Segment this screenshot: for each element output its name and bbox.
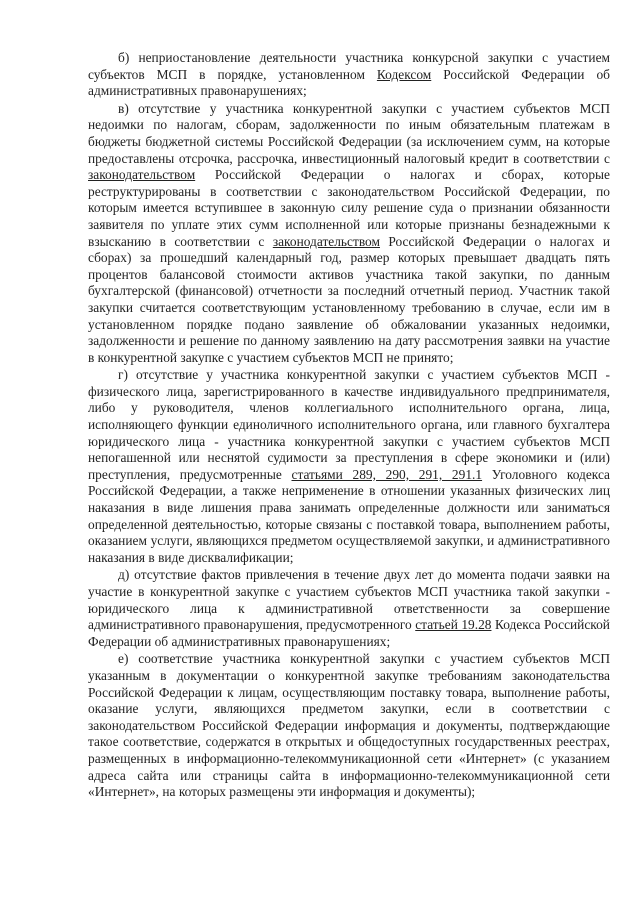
paragraph-text: Российской Федерации об административных правонарушениях; xyxy=(88,66,610,99)
kodeks-link[interactable]: Кодексом xyxy=(376,66,432,82)
paragraph-text: Кодекса Российской Федерации об административных правонарушениях; xyxy=(88,617,610,649)
paragraph-text: е) соответствие участника конкурентной закупки с участием субъектов МСП указанным в документации о конкурентной закупке требованиям законодательства Российской Федерации к лицам, осуществляющим поставку товара, выполнение работы, оказание услуги, являющихся предметом закупки, если в соответствии с законодательством Российской Федерации информация и документы, подтверждающие такое соответствие, содержатся в открытых и общедоступных государственных реестрах, размещенных в информационно-телекоммуникационной сети «Интернет» (с указанием адреса сайта или страницы сайта в информационно-телекоммуникационной сети «Интернет», на которых размещены эти информация и документы); xyxy=(88,651,610,800)
document-page xyxy=(88,50,610,801)
paragraph-text: Российской Федерации о налогах и сборах) за прошедший календарный год, размер которых превышает двадцать пять процентов балансовой стоимости активов участника такой закупки, по данным бухгалтерской (финансовой) отчетности за последний отчетный период. Участник такой закупки считается соответствующим установленному требованию в случае, если им в установленном порядке подано заявление об обжаловании указанных недоимки, задолженности и решение по данному заявлению на дату рассмотрения заявки на участие в конкурентной закупке с участием субъектов МСП не принято; xyxy=(88,233,610,365)
article-19-28-link[interactable]: статьей 19.28 xyxy=(415,617,492,633)
articles-link[interactable]: статьями 289, 290, 291, 291.1 xyxy=(291,466,483,482)
paragraph-b xyxy=(88,50,610,100)
legislation-link-2[interactable]: законодательством xyxy=(272,233,380,249)
paragraph-e xyxy=(88,651,610,800)
paragraph-text: в) отсутствие у участника конкурентной закупки с участием субъектов МСП недоимки по налогам, сборам, задолженности по иным обязательным платежам в бюджеты бюджетной системы Российской Федерации (за исключением сумм, на которые предоставлены отсрочка, рассрочка, инвестиционный налоговый кредит в соответствии с xyxy=(88,100,610,166)
paragraph-text: Уголовного кодекса Российской Федерации, а также неприменение в отношении указанных физических лиц наказания в виде лишения права занимать определенные должности или заниматься определенной деятельностью, которые связаны с поставкой товара, выполнением работы, оказанием услуги, являющихся предметом осуществляемой закупки, и административного наказания в виде дисквалификации; xyxy=(88,466,610,565)
paragraph-text: д) отсутствие фактов привлечения в течение двух лет до момента подачи заявки на участие в конкурентной закупке с участием субъектов МСП участника такой закупки - юридического лица к административной ответственности за совершение административного правонарушения, предусмотренного xyxy=(88,567,610,633)
paragraph-g xyxy=(88,367,610,566)
paragraph-d xyxy=(88,567,610,650)
legislation-link[interactable]: законодательством xyxy=(88,167,196,183)
paragraph-text: г) отсутствие у участника конкурентной закупки с участием субъектов МСП - физического лица, зарегистрированного в качестве индивидуального предпринимателя, либо у руководителя, членов коллегиального исполнительного органа, лица, исполняющего функции единоличного исполнительного органа, или главного бухгалтера юридического лица - участника конкурентной закупки с участием субъектов МСП непогашенной или неснятой судимости за преступления в сфере экономики и (или) преступления, предусмотренные xyxy=(88,367,610,482)
paragraph-v xyxy=(88,101,610,367)
paragraph-text: б) неприостановление деятельности участника конкурсной закупки с участием субъектов МСП в порядке, установленном xyxy=(88,50,610,82)
paragraph-text: Российской Федерации о налогах и сборах, которые реструктурированы в соответствии с законодательством Российской Федерации, по которым имеется вступившее в законную силу решение суда о признании обязанности заявителя по уплате этих сумм исполненной или которые признаны безнадежными к взысканию в соответствии с xyxy=(88,167,610,249)
